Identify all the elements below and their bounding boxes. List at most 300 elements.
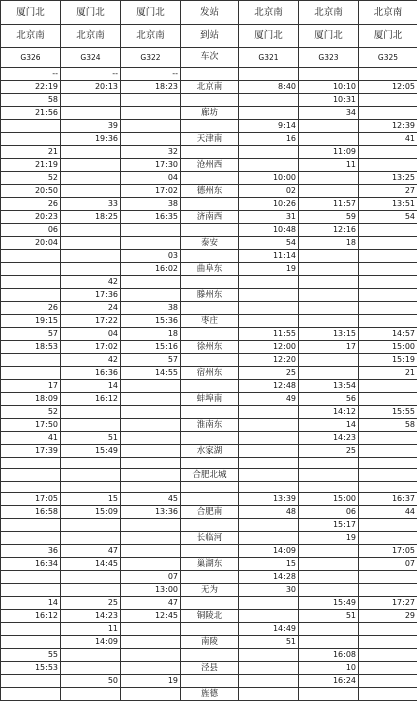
time-cell: 10:00 — [239, 172, 299, 185]
time-cell — [299, 636, 359, 649]
time-cell — [61, 406, 121, 419]
station-name-cell — [181, 120, 239, 133]
time-cell — [1, 688, 61, 701]
time-cell — [61, 649, 121, 662]
time-cell — [121, 120, 181, 133]
time-cell: 27 — [359, 185, 417, 198]
station-name-cell: 滕州东 — [181, 289, 239, 302]
time-cell — [299, 172, 359, 185]
station-name-cell: 天津南 — [181, 133, 239, 146]
time-cell: 32 — [121, 146, 181, 159]
time-cell: 29 — [359, 610, 417, 623]
station-name-cell: 徐州东 — [181, 341, 239, 354]
time-cell — [299, 458, 359, 469]
time-cell — [359, 159, 417, 172]
time-cell — [121, 649, 181, 662]
time-cell — [299, 289, 359, 302]
time-cell: 26 — [1, 198, 61, 211]
time-cell — [239, 519, 299, 532]
time-cell: 58 — [359, 419, 417, 432]
time-cell: 13:15 — [299, 328, 359, 341]
header-cell: 北京南 — [121, 25, 181, 48]
time-cell — [299, 68, 359, 81]
time-cell: 33 — [61, 198, 121, 211]
time-cell: 58 — [1, 94, 61, 107]
time-cell: 55 — [1, 649, 61, 662]
time-cell: 18:23 — [121, 81, 181, 94]
timetable-row — [1, 482, 417, 493]
time-cell: 16:37 — [359, 493, 417, 506]
time-cell — [299, 185, 359, 198]
time-cell: 17:39 — [1, 445, 61, 458]
time-cell: 18 — [299, 237, 359, 250]
time-cell: 20:04 — [1, 237, 61, 250]
timetable-row — [1, 584, 417, 597]
time-cell — [121, 419, 181, 432]
time-cell — [61, 458, 121, 469]
time-cell — [1, 571, 61, 584]
station-name-cell: 德州东 — [181, 185, 239, 198]
time-cell — [239, 68, 299, 81]
time-cell: 21 — [1, 146, 61, 159]
time-cell — [299, 367, 359, 380]
time-cell — [359, 482, 417, 493]
timetable-row — [1, 198, 417, 211]
time-cell: 17:27 — [359, 597, 417, 610]
time-cell — [239, 94, 299, 107]
time-cell: 15:49 — [299, 597, 359, 610]
time-cell: 15:17 — [299, 519, 359, 532]
timetable-row — [1, 458, 417, 469]
time-cell: 12:39 — [359, 120, 417, 133]
station-name-cell — [181, 545, 239, 558]
station-name-cell — [181, 623, 239, 636]
time-cell — [121, 224, 181, 237]
time-cell — [359, 458, 417, 469]
timetable-row — [1, 688, 417, 701]
time-cell — [359, 393, 417, 406]
timetable-row — [1, 675, 417, 688]
time-cell: 12:20 — [239, 354, 299, 367]
time-cell — [299, 354, 359, 367]
time-cell — [239, 289, 299, 302]
time-cell — [299, 302, 359, 315]
time-cell — [121, 519, 181, 532]
timetable-row — [1, 610, 417, 623]
timetable-row — [1, 469, 417, 482]
time-cell: 19 — [121, 675, 181, 688]
time-cell — [1, 367, 61, 380]
timetable-row — [1, 636, 417, 649]
station-name-cell: 铜陵北 — [181, 610, 239, 623]
timetable-row — [1, 94, 417, 107]
station-name-cell — [181, 224, 239, 237]
timetable-row — [1, 68, 417, 81]
time-cell: 17:05 — [359, 545, 417, 558]
time-cell — [359, 68, 417, 81]
time-cell — [61, 185, 121, 198]
timetable-row — [1, 380, 417, 393]
time-cell: 07 — [121, 571, 181, 584]
time-cell: 19:15 — [1, 315, 61, 328]
time-cell — [299, 688, 359, 701]
time-cell — [239, 649, 299, 662]
timetable-row — [1, 419, 417, 432]
time-cell: 14:09 — [239, 545, 299, 558]
time-cell: 19:36 — [61, 133, 121, 146]
time-cell: 15:36 — [121, 315, 181, 328]
time-cell — [61, 250, 121, 263]
timetable-row — [1, 133, 417, 146]
time-cell: 14:45 — [61, 558, 121, 571]
time-cell — [359, 675, 417, 688]
time-cell: 20:50 — [1, 185, 61, 198]
time-cell: 25 — [299, 445, 359, 458]
time-cell: 03 — [121, 250, 181, 263]
station-name-cell: 淮南东 — [181, 419, 239, 432]
timetable-row — [1, 393, 417, 406]
time-cell: 07 — [359, 558, 417, 571]
time-cell: 13:54 — [299, 380, 359, 393]
time-cell — [239, 675, 299, 688]
station-name-cell — [181, 146, 239, 159]
time-cell — [121, 406, 181, 419]
time-cell — [61, 224, 121, 237]
time-cell: 34 — [299, 107, 359, 120]
header-cell: G325 — [359, 48, 417, 68]
time-cell: 17:02 — [121, 185, 181, 198]
time-cell: 19 — [299, 532, 359, 545]
time-cell — [359, 445, 417, 458]
time-cell — [359, 146, 417, 159]
time-cell: 31 — [239, 211, 299, 224]
time-cell: 50 — [61, 675, 121, 688]
time-cell — [121, 636, 181, 649]
station-name-cell: 无为 — [181, 584, 239, 597]
station-name-cell: 旌德 — [181, 688, 239, 701]
time-cell — [239, 315, 299, 328]
time-cell — [1, 458, 61, 469]
time-cell — [1, 675, 61, 688]
time-cell: 21:19 — [1, 159, 61, 172]
timetable-row — [1, 532, 417, 545]
station-name-cell — [181, 571, 239, 584]
station-name-cell — [181, 675, 239, 688]
time-cell — [359, 519, 417, 532]
header-train-number-row — [1, 48, 417, 68]
time-cell — [239, 432, 299, 445]
header-cell: 北京南 — [61, 25, 121, 48]
time-cell — [359, 237, 417, 250]
time-cell: 25 — [61, 597, 121, 610]
time-cell: 12:05 — [359, 81, 417, 94]
time-cell — [299, 276, 359, 289]
time-cell — [359, 432, 417, 445]
time-cell — [61, 146, 121, 159]
time-cell — [61, 237, 121, 250]
time-cell — [359, 532, 417, 545]
time-cell: 15 — [61, 493, 121, 506]
time-cell — [299, 315, 359, 328]
time-cell — [1, 636, 61, 649]
time-cell — [61, 469, 121, 482]
time-cell: 16:58 — [1, 506, 61, 519]
time-cell: 14:23 — [299, 432, 359, 445]
header-cell: 北京南 — [359, 1, 417, 25]
time-cell: 17 — [1, 380, 61, 393]
time-cell — [121, 662, 181, 675]
time-cell: 06 — [299, 506, 359, 519]
station-name-cell: 廊坊 — [181, 107, 239, 120]
time-cell — [359, 584, 417, 597]
time-cell: 15:09 — [61, 506, 121, 519]
timetable-row — [1, 224, 417, 237]
time-cell — [239, 302, 299, 315]
time-cell: 47 — [121, 597, 181, 610]
time-cell: 14:23 — [61, 610, 121, 623]
time-cell: 36 — [1, 545, 61, 558]
timetable-row — [1, 328, 417, 341]
time-cell — [121, 432, 181, 445]
time-cell — [359, 649, 417, 662]
time-cell — [359, 380, 417, 393]
time-cell: 54 — [359, 211, 417, 224]
station-name-cell: 宿州东 — [181, 367, 239, 380]
time-cell — [61, 519, 121, 532]
time-cell: 20:23 — [1, 211, 61, 224]
timetable-row — [1, 367, 417, 380]
header-cell: 厦门北 — [359, 25, 417, 48]
time-cell: 15 — [239, 558, 299, 571]
time-cell — [1, 263, 61, 276]
header-cell: 北京南 — [1, 25, 61, 48]
time-cell: 16:36 — [61, 367, 121, 380]
time-cell: 14 — [1, 597, 61, 610]
time-cell — [239, 688, 299, 701]
header-destination-row — [1, 25, 417, 48]
time-cell: 15:00 — [359, 341, 417, 354]
timetable-row — [1, 237, 417, 250]
time-cell — [359, 469, 417, 482]
station-name-cell: 长临河 — [181, 532, 239, 545]
time-cell — [121, 380, 181, 393]
header-cell: 厦门北 — [1, 1, 61, 25]
time-cell: 38 — [121, 302, 181, 315]
time-cell — [121, 289, 181, 302]
time-cell — [239, 662, 299, 675]
time-cell: 48 — [239, 506, 299, 519]
station-name-cell — [181, 276, 239, 289]
time-cell — [239, 458, 299, 469]
time-cell: 17:36 — [61, 289, 121, 302]
time-cell — [299, 584, 359, 597]
time-cell — [1, 519, 61, 532]
timetable-row — [1, 172, 417, 185]
time-cell: 11 — [61, 623, 121, 636]
time-cell: 18:09 — [1, 393, 61, 406]
time-cell — [359, 250, 417, 263]
time-cell — [121, 558, 181, 571]
time-cell — [299, 133, 359, 146]
time-cell — [61, 159, 121, 172]
time-cell: 12:16 — [299, 224, 359, 237]
station-name-cell — [181, 198, 239, 211]
time-cell: -- — [1, 68, 61, 81]
time-cell — [239, 610, 299, 623]
time-cell: 16:12 — [61, 393, 121, 406]
time-cell: 13:00 — [121, 584, 181, 597]
timetable-row — [1, 250, 417, 263]
time-cell — [299, 263, 359, 276]
station-name-cell: 泰安 — [181, 237, 239, 250]
station-name-cell — [181, 493, 239, 506]
time-cell: 18 — [121, 328, 181, 341]
time-cell: 10 — [299, 662, 359, 675]
time-cell: 15:55 — [359, 406, 417, 419]
time-cell — [239, 482, 299, 493]
time-cell: 10:10 — [299, 81, 359, 94]
time-cell: 10:26 — [239, 198, 299, 211]
header-cell: 北京南 — [239, 1, 299, 25]
header-label-cell: 发站 — [181, 1, 239, 25]
time-cell — [61, 419, 121, 432]
time-cell — [121, 107, 181, 120]
time-cell: 14:49 — [239, 623, 299, 636]
time-cell: 8:40 — [239, 81, 299, 94]
time-cell: 16 — [239, 133, 299, 146]
time-cell: 13:39 — [239, 493, 299, 506]
time-cell — [239, 419, 299, 432]
time-cell: 52 — [1, 406, 61, 419]
time-cell: 57 — [121, 354, 181, 367]
header-origin-row — [1, 1, 417, 25]
time-cell: 41 — [1, 432, 61, 445]
time-cell: 21 — [359, 367, 417, 380]
time-cell: 14:12 — [299, 406, 359, 419]
header-cell: G321 — [239, 48, 299, 68]
timetable-row — [1, 107, 417, 120]
time-cell — [239, 276, 299, 289]
timetable-row — [1, 81, 417, 94]
time-cell — [121, 94, 181, 107]
station-name-cell — [181, 94, 239, 107]
station-name-cell: 蚌埠南 — [181, 393, 239, 406]
time-cell: 13:51 — [359, 198, 417, 211]
time-cell: 11:57 — [299, 198, 359, 211]
time-cell: 16:35 — [121, 211, 181, 224]
time-cell — [1, 289, 61, 302]
time-cell — [121, 237, 181, 250]
station-name-cell — [181, 482, 239, 493]
timetable-row — [1, 623, 417, 636]
timetable-row — [1, 289, 417, 302]
time-cell: 14 — [299, 419, 359, 432]
time-cell: 57 — [1, 328, 61, 341]
time-cell — [359, 636, 417, 649]
timetable-row — [1, 662, 417, 675]
time-cell: 16:24 — [299, 675, 359, 688]
timetable-row — [1, 185, 417, 198]
time-cell: 42 — [61, 276, 121, 289]
timetable-row — [1, 120, 417, 133]
time-cell — [1, 133, 61, 146]
time-cell — [121, 469, 181, 482]
time-cell: 30 — [239, 584, 299, 597]
time-cell: 10:31 — [299, 94, 359, 107]
time-cell — [1, 120, 61, 133]
station-name-cell — [181, 458, 239, 469]
time-cell: 16:02 — [121, 263, 181, 276]
time-cell: 22:19 — [1, 81, 61, 94]
header-cell: G324 — [61, 48, 121, 68]
station-name-cell: 水家湖 — [181, 445, 239, 458]
time-cell — [61, 94, 121, 107]
header-label-cell: 车次 — [181, 48, 239, 68]
time-cell — [299, 482, 359, 493]
station-name-cell — [181, 328, 239, 341]
timetable-row — [1, 263, 417, 276]
header-cell: G326 — [1, 48, 61, 68]
time-cell: 16:12 — [1, 610, 61, 623]
time-cell: 25 — [239, 367, 299, 380]
time-cell — [1, 354, 61, 367]
time-cell — [121, 458, 181, 469]
time-cell: 12:48 — [239, 380, 299, 393]
time-cell: 41 — [359, 133, 417, 146]
time-cell — [121, 532, 181, 545]
timetable-row — [1, 558, 417, 571]
time-cell — [239, 445, 299, 458]
time-cell: 14 — [61, 380, 121, 393]
header-cell: 厦门北 — [299, 25, 359, 48]
time-cell: 11:55 — [239, 328, 299, 341]
station-name-cell — [181, 380, 239, 393]
station-name-cell: 合肥北城 — [181, 469, 239, 482]
station-name-cell: 北京南 — [181, 81, 239, 94]
time-cell — [239, 532, 299, 545]
station-name-cell — [181, 406, 239, 419]
timetable-row — [1, 571, 417, 584]
time-cell: 06 — [1, 224, 61, 237]
station-name-cell: 枣庄 — [181, 315, 239, 328]
timetable-row — [1, 445, 417, 458]
time-cell: 15:16 — [121, 341, 181, 354]
time-cell — [1, 584, 61, 597]
station-name-cell: 沧州西 — [181, 159, 239, 172]
time-cell — [359, 302, 417, 315]
header-cell: 厦门北 — [239, 25, 299, 48]
timetable-row — [1, 649, 417, 662]
header-cell: G322 — [121, 48, 181, 68]
time-cell — [61, 688, 121, 701]
time-cell — [299, 558, 359, 571]
time-cell — [299, 545, 359, 558]
time-cell — [239, 146, 299, 159]
timetable-row — [1, 597, 417, 610]
station-name-cell — [181, 68, 239, 81]
station-name-cell: 巢湖东 — [181, 558, 239, 571]
header-cell: 北京南 — [299, 1, 359, 25]
time-cell: 11 — [299, 159, 359, 172]
time-cell — [121, 545, 181, 558]
station-name-cell — [181, 302, 239, 315]
time-cell — [359, 263, 417, 276]
time-cell — [1, 276, 61, 289]
time-cell — [121, 623, 181, 636]
time-cell: 11:09 — [299, 146, 359, 159]
time-cell: 13:36 — [121, 506, 181, 519]
station-name-cell — [181, 649, 239, 662]
